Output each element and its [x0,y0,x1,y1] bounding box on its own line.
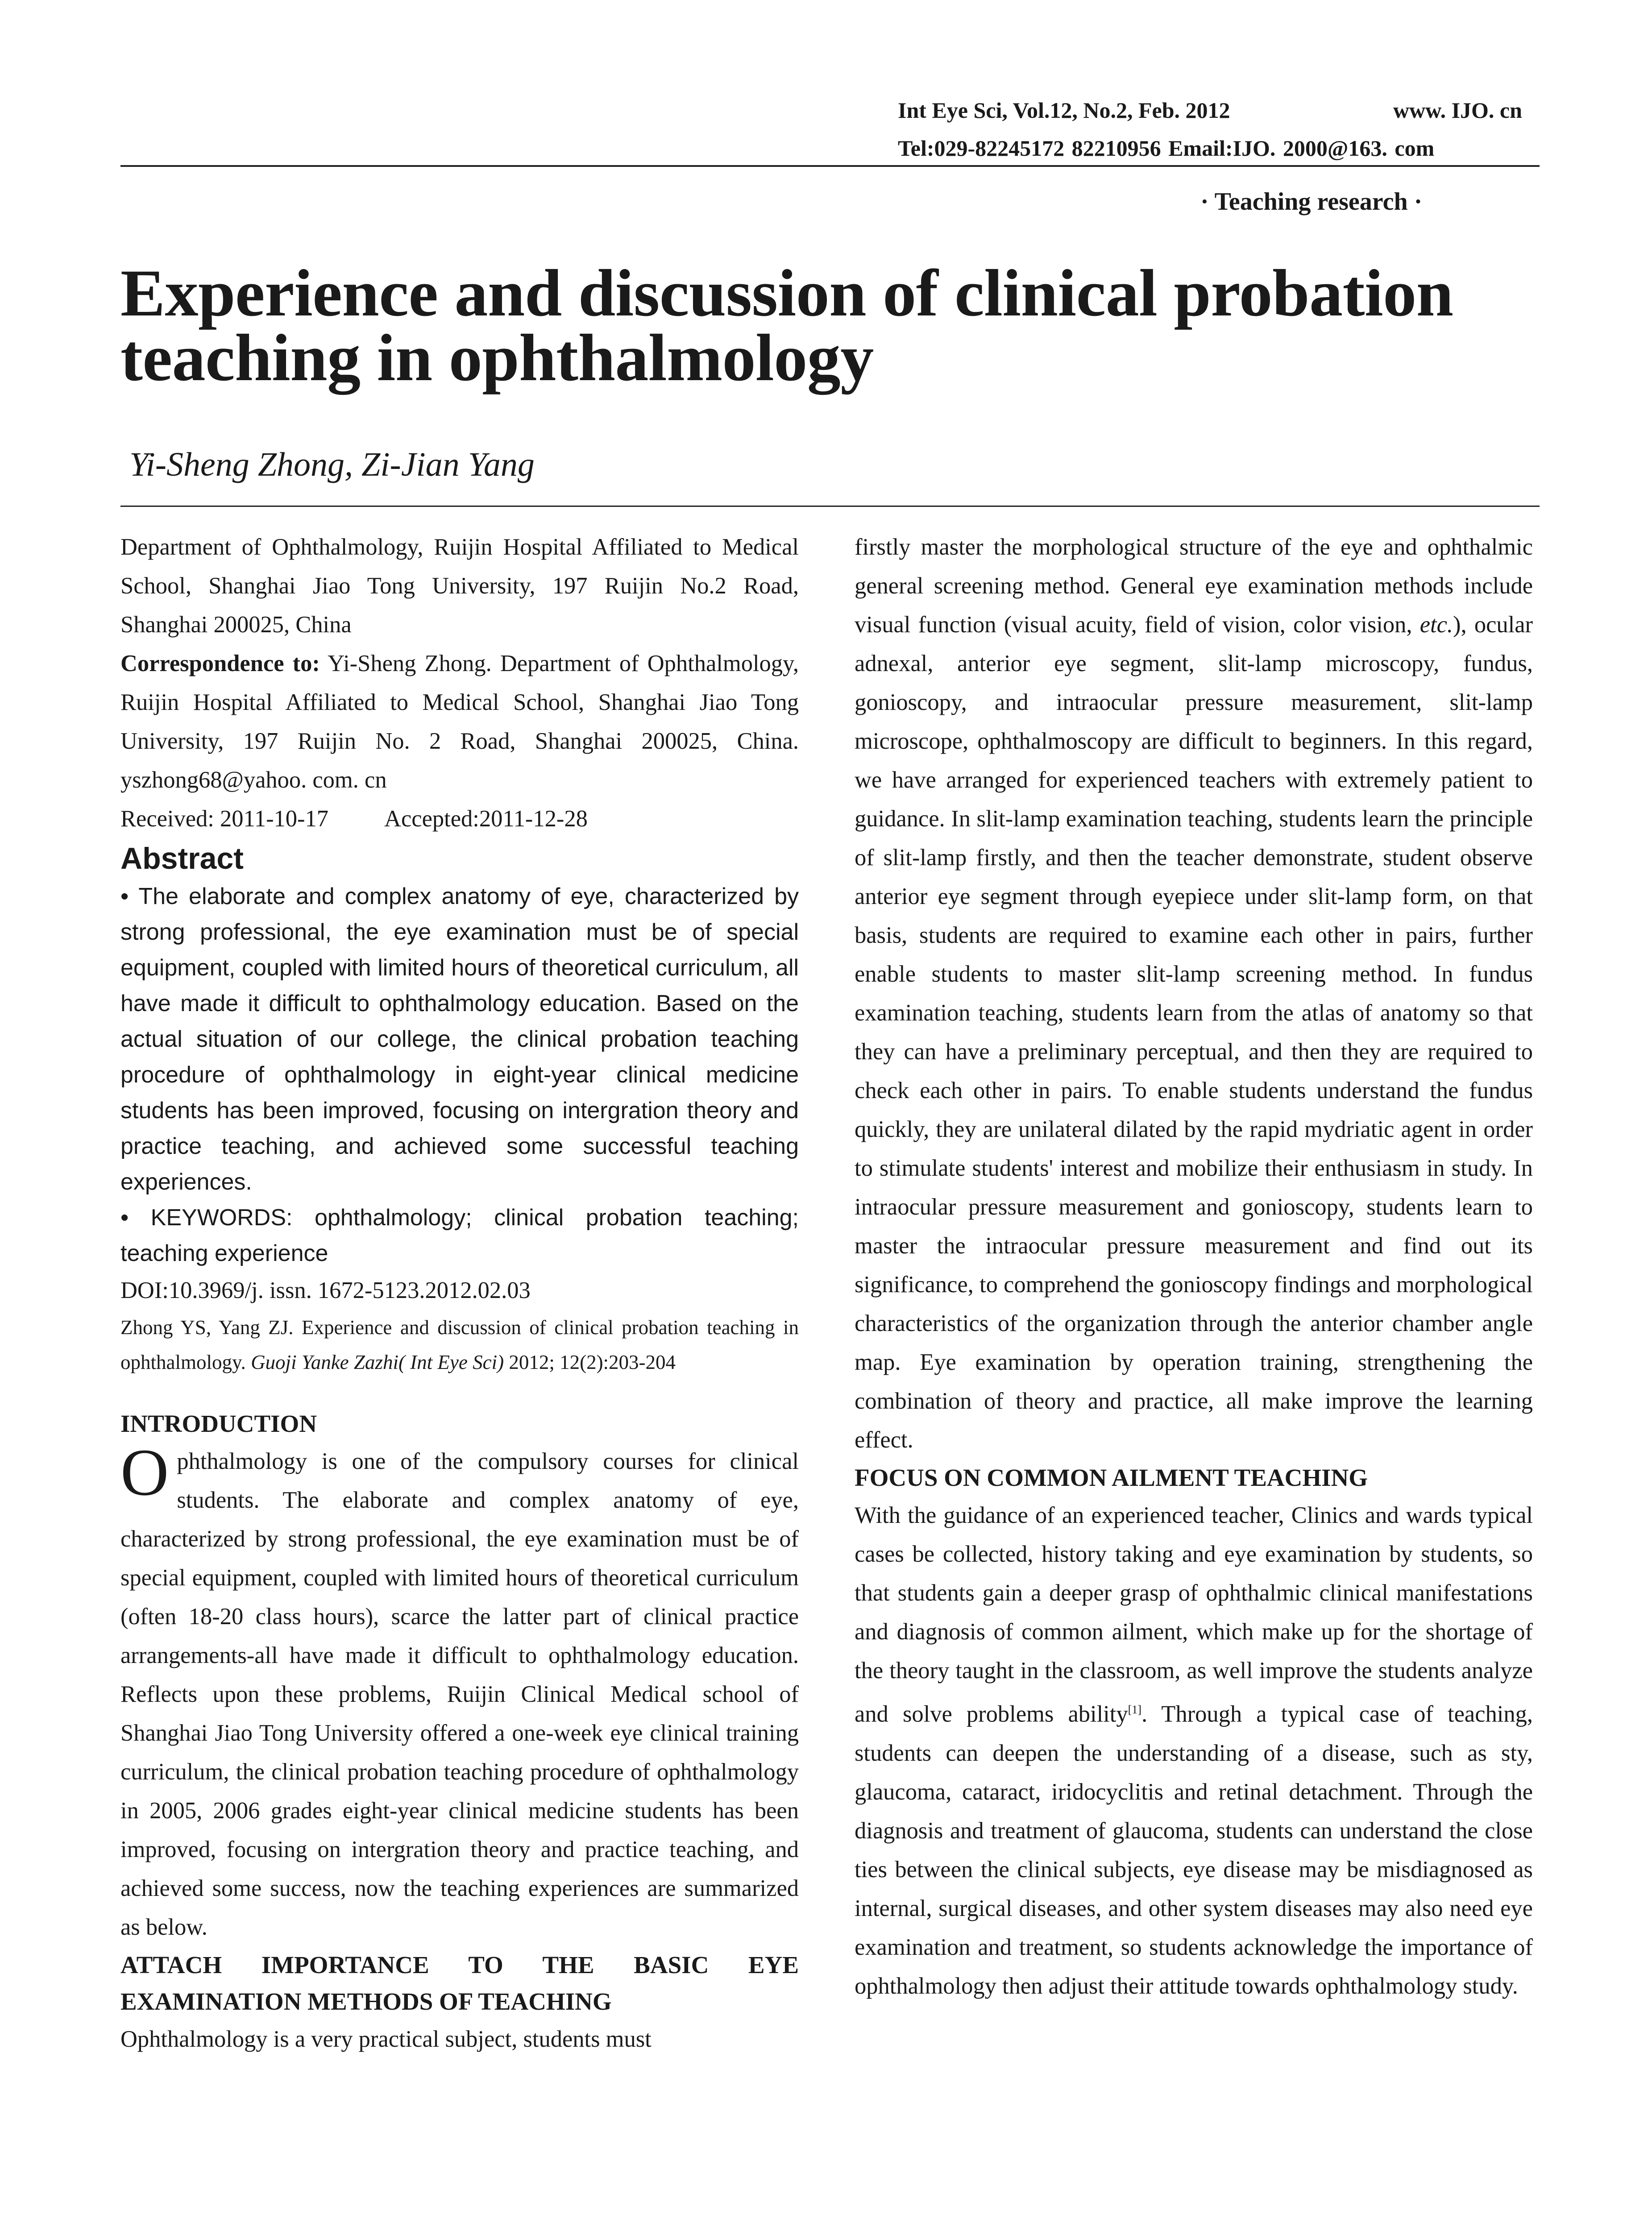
citation-tail: 2012; 12(2):203-204 [504,1351,676,1373]
right-column [855,528,1533,2006]
citation-journal: Guoji Yanke Zazhi( Int Eye Sci) [251,1351,504,1373]
title-rule [120,506,1540,507]
abstract-heading: Abstract [120,842,244,875]
introduction-body: phthalmology is one of the compulsory courses for clinical students. The elaborate and complex anatomy of eye, characterized by strong professional, the eye examination must be of special equipment, coupled with limited hours of theoretical curriculum (often 18-20 class hours), scarce the latter part of clinical practice arrangements-all have made it difficult to ophthalmology education. Reflects upon these problems, Ruijin Clinical Medical school of Shanghai Jiao Tong University offered a one-week eye clinical training curriculum, the clinical probation teaching procedure of ophthalmology in 2005, 2006 grades eight-year clinical medicine students has been improved, focusing on intergration theory and practice teaching, and achieved some success, now the teaching experiences are summarized as below. [120,1448,799,1940]
section-label: · Teaching research · [1200,188,1423,216]
journal-contact: Tel:029-82245172 82210956 Email:IJO. 2000@163. com [898,136,1435,161]
received-date: Received: 2011-10-17 [120,806,329,832]
focus-text-part1: With the guidance of an experienced teacher, Clinics and wards typical cases be collected, history taking and eye examination by students, so that students gain a deeper grasp of ophthalmic clinical manifestations and diagnosis of common ailment, which make up for the shortage of the theory taught in the classroom, as well improve the students analyze and solve problems ability [855,1502,1533,1727]
header-rule [120,165,1540,167]
citation [120,1310,799,1380]
attach-heading: ATTACH IMPORTANCE TO THE BASIC EYE EXAMINATION METHODS OF TEACHING [120,1951,799,2015]
introduction-text [120,1435,799,1947]
article-title: Experience and discussion of clinical probation teaching in ophthalmology [120,256,1453,395]
exam-methods-text [855,528,1533,1460]
article-authors: Yi-Sheng Zhong, Zi-Jian Yang [129,446,535,483]
received-accepted [120,800,799,838]
correspondence-label: Correspondence to: [120,651,320,676]
exam-methods-etc: etc. [1420,612,1453,638]
journal-website: www. IJO. cn [1393,98,1522,123]
exam-methods-part1: firstly master the morphological structure of the eye and ophthalmic general screening method. General eye examination methods include visual function (visual acuity, field of vision, color vision, [855,534,1533,638]
introduction-heading: INTRODUCTION [120,1410,317,1437]
affiliation: Department of Ophthalmology, Ruijin Hospital Affiliated to Medical School, Shanghai Jiao Tong University, 197 Ruijin No.2 Road, Shanghai 200025, China [120,534,799,638]
abstract-text: • The elaborate and complex anatomy of eye, characterized by strong professional, the eye examination must be of special equipment, coupled with limited hours of theoretical curriculum, all have made it difficult to ophthalmology education. Based on the actual situation of our college, the clinical probation teaching procedure of ophthalmology in eight-year clinical medicine students has been improved, focusing on intergration theory and practice teaching, and achieved some successful teaching experiences. [120,883,799,1195]
focus-heading: FOCUS ON COMMON AILMENT TEACHING [855,1464,1368,1491]
correspondence-text: Yi-Sheng Zhong. Department of Ophthalmology, Ruijin Hospital Affiliated to Medical School, Shanghai Jiao Tong University, 197 Ruijin No. 2 Road, Shanghai 200025, China. yszhong68@yahoo. com. cn [120,651,799,793]
reference-marker: [1] [1128,1703,1141,1716]
journal-info: Int Eye Sci, Vol.12, No.2, Feb. 2012 [898,98,1230,123]
correspondence [120,644,799,800]
focus-text [855,1496,1533,2006]
exam-methods-part2: ), ocular adnexal, anterior eye segment, slit-lamp microscopy, fundus, gonioscopy, and intraocular pressure measurement, slit-lamp microscope, ophthalmoscopy are difficult to beginners. In this regard, we have arranged for experienced teachers with extremely patient to guidance. In slit-lamp examination teaching, students learn the principle of slit-lamp firstly, and then the teacher demonstrate, student observe anterior eye segment through eyepiece under slit-lamp form, on that basis, students are required to examine each other in pairs, further enable students to master slit-lamp screening method. In fundus examination teaching, students learn from the atlas of anatomy so that they can have a preliminary perceptual, and then they are required to check each other in pairs. To enable students understand the fundus quickly, they are unilateral dilated by the rapid mydriatic agent in order to stimulate students' interest and mobilize their enthusiasm in study. In intraocular pressure measurement and gonioscopy, students learn to master the intraocular pressure measurement and find out its significance, to comprehend the gonioscopy findings and morphological characteristics of the organization through the anterior chamber angle map. Eye examination by operation training, strengthening the combination of theory and practice, all make improve the learning effect. [855,612,1533,1453]
focus-text-part2: . Through a typical case of teaching, students can deepen the understanding of a disease, such as sty, glaucoma, cataract, iridocyclitis and retinal detachment. Through the diagnosis and treatment of glaucoma, students can understand the close ties between the clinical subjects, eye disease may be misdiagnosed as internal, surgical diseases, and other system diseases may also need eye examination and treatment, so students acknowledge the importance of ophthalmology then adjust their attitude towards ophthalmology study. [855,1701,1533,1999]
keywords: • KEYWORDS: ophthalmology; clinical probation teaching; teaching experience [120,1205,799,1266]
accepted-date: Accepted:2011-12-28 [384,806,588,832]
citation-authors: Zhong YS, Yang ZJ. Experience and discussion of clinical probation teaching in ophthalmology. [120,1316,799,1373]
drop-cap: O [120,1435,169,1509]
doi: DOI:10.3969/j. issn. 1672-5123.2012.02.03 [120,1277,531,1303]
left-column [120,528,799,2059]
attach-text: Ophthalmology is a very practical subject, students must [120,2026,652,2052]
